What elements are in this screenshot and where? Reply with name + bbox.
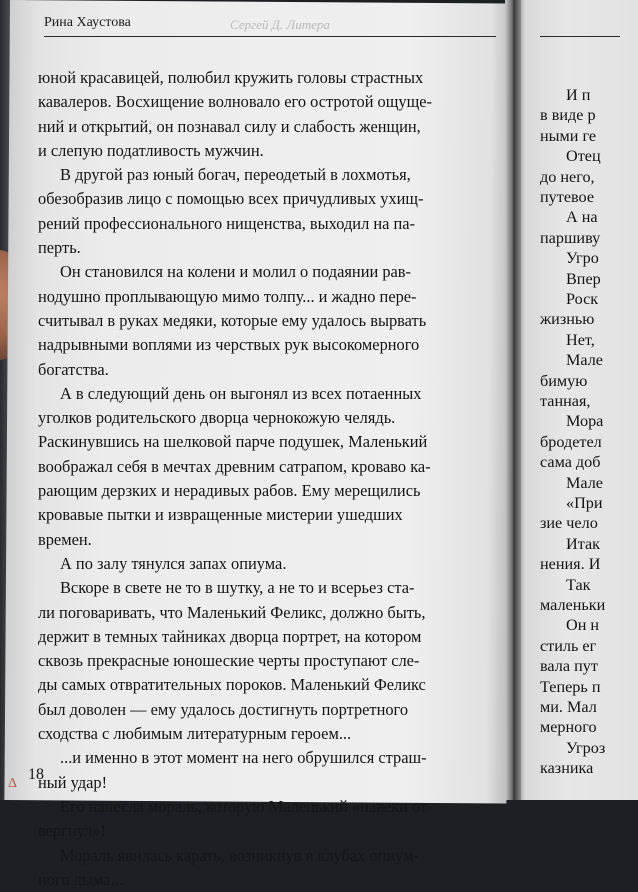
right-page-line: ми. Мал — [540, 698, 597, 717]
right-page-line: Мале — [566, 474, 603, 493]
right-page-line: Впер — [566, 270, 601, 289]
right-page-line: в виде р — [540, 106, 596, 125]
right-page-line: маленьки — [540, 596, 605, 615]
right-page-line: бимую — [540, 372, 587, 391]
running-head-author: Рина Хаустова — [44, 15, 131, 31]
paragraph: Его нанесла мораль, которую Маленький «навеки от- вергнул»! — [38, 795, 486, 844]
right-page-line: ными ге — [540, 127, 596, 146]
corner-mark: Δ — [8, 776, 17, 792]
right-page-line: Теперь п — [540, 678, 601, 697]
right-page-line: Мора — [566, 412, 603, 431]
right-page-line: нения. И — [540, 555, 600, 574]
book-gutter — [505, 0, 521, 800]
paragraph: ...и именно в этот момент на него обрушился страш- ный удар! — [38, 746, 486, 795]
paragraph: Мораль явилась карать, возникнув в клубах опиум- ного дыма... — [38, 844, 486, 892]
right-page-line: И п — [566, 86, 590, 105]
paragraph: юной красавицей, полюбил кружить головы страстных кавалеров. Восхищение волновало его остротой ощуще- ний и открытий, он познавал силу и слабость женщин, и слепую податливость мужчин. — [38, 66, 486, 163]
right-page-line: Мале — [566, 351, 603, 370]
right-page-line: танная, — [540, 392, 590, 411]
paragraph: В другой раз юный богач, переодетый в лохмотья, обезобразив лицо с помощью всех причудливых ухищ- рений профессионального нищенства, выходил на па- перть. — [38, 163, 486, 260]
right-page-line: Угроз — [566, 739, 605, 758]
paragraph: Он становился на колени и молил о подаянии рав- нодушно проплывающую мимо толпу... и жадно пере- считывал в руках медяки, которые ему удалось вырвать надрывными воплями из черствых рук высокомерного богатства. — [38, 260, 486, 381]
right-page-line: «При — [566, 494, 603, 513]
right-page-line: Отец — [566, 147, 601, 166]
right-page-header-rule — [540, 36, 620, 37]
right-page-line: жизнью — [540, 310, 594, 329]
right-page-line: стиль ег — [540, 637, 596, 656]
running-head — [44, 15, 496, 35]
paragraph: А по залу тянулся запах опиума. — [38, 552, 486, 576]
right-page-line: Он н — [566, 616, 599, 635]
right-page-line: мерного — [540, 718, 597, 737]
right-page-line: до него, — [540, 168, 595, 187]
right-page-line: зие чело — [540, 514, 598, 533]
right-page-line: Итак — [566, 535, 600, 554]
paragraph: А в следующий день он выгонял из всех потаенных уголков родительского дворца чернокожую челядь. Раскинувшись на шелковой парче подушек, Маленький воображал себя в мечтах древним сатрапом, кроваво ка- рающим дерзких и нерадивых рабов. Ему мерещились кровавые пытки и извращенные мистерии ушедших времен. — [38, 382, 486, 552]
right-page-line: сама доб — [540, 453, 601, 472]
right-page-line: Так — [566, 576, 591, 595]
page-number: 18 — [28, 766, 44, 784]
right-page-line: А на — [566, 208, 598, 227]
right-page-line: Угро — [566, 249, 599, 268]
right-page-line: вала пут — [540, 657, 598, 676]
right-page-line: бродетел — [540, 433, 602, 452]
right-page-line: путевое — [540, 188, 594, 207]
right-page-line: казника — [540, 759, 593, 778]
paragraph: Вскоре в свете не то в шутку, а не то и всерьез ста- ли поговаривать, что Маленький Феликс, должно быть, держит в темных тайниках дворца портрет, на котором сквозь прекрасные юношеские черты проступают сле- ды самых отвратительных пороков. Маленький Феликс был доволен — ему удалось достигнуть портретного сходства с любимым литературным героем... — [38, 576, 486, 746]
bleed-through-text: Сергей Д. Литера — [230, 17, 330, 33]
right-page-line: Нет, — [566, 331, 595, 350]
running-head-rule — [44, 36, 496, 37]
right-page-line: Роск — [566, 290, 598, 309]
body-text — [38, 66, 486, 892]
right-page-line: паршиву — [540, 229, 600, 248]
